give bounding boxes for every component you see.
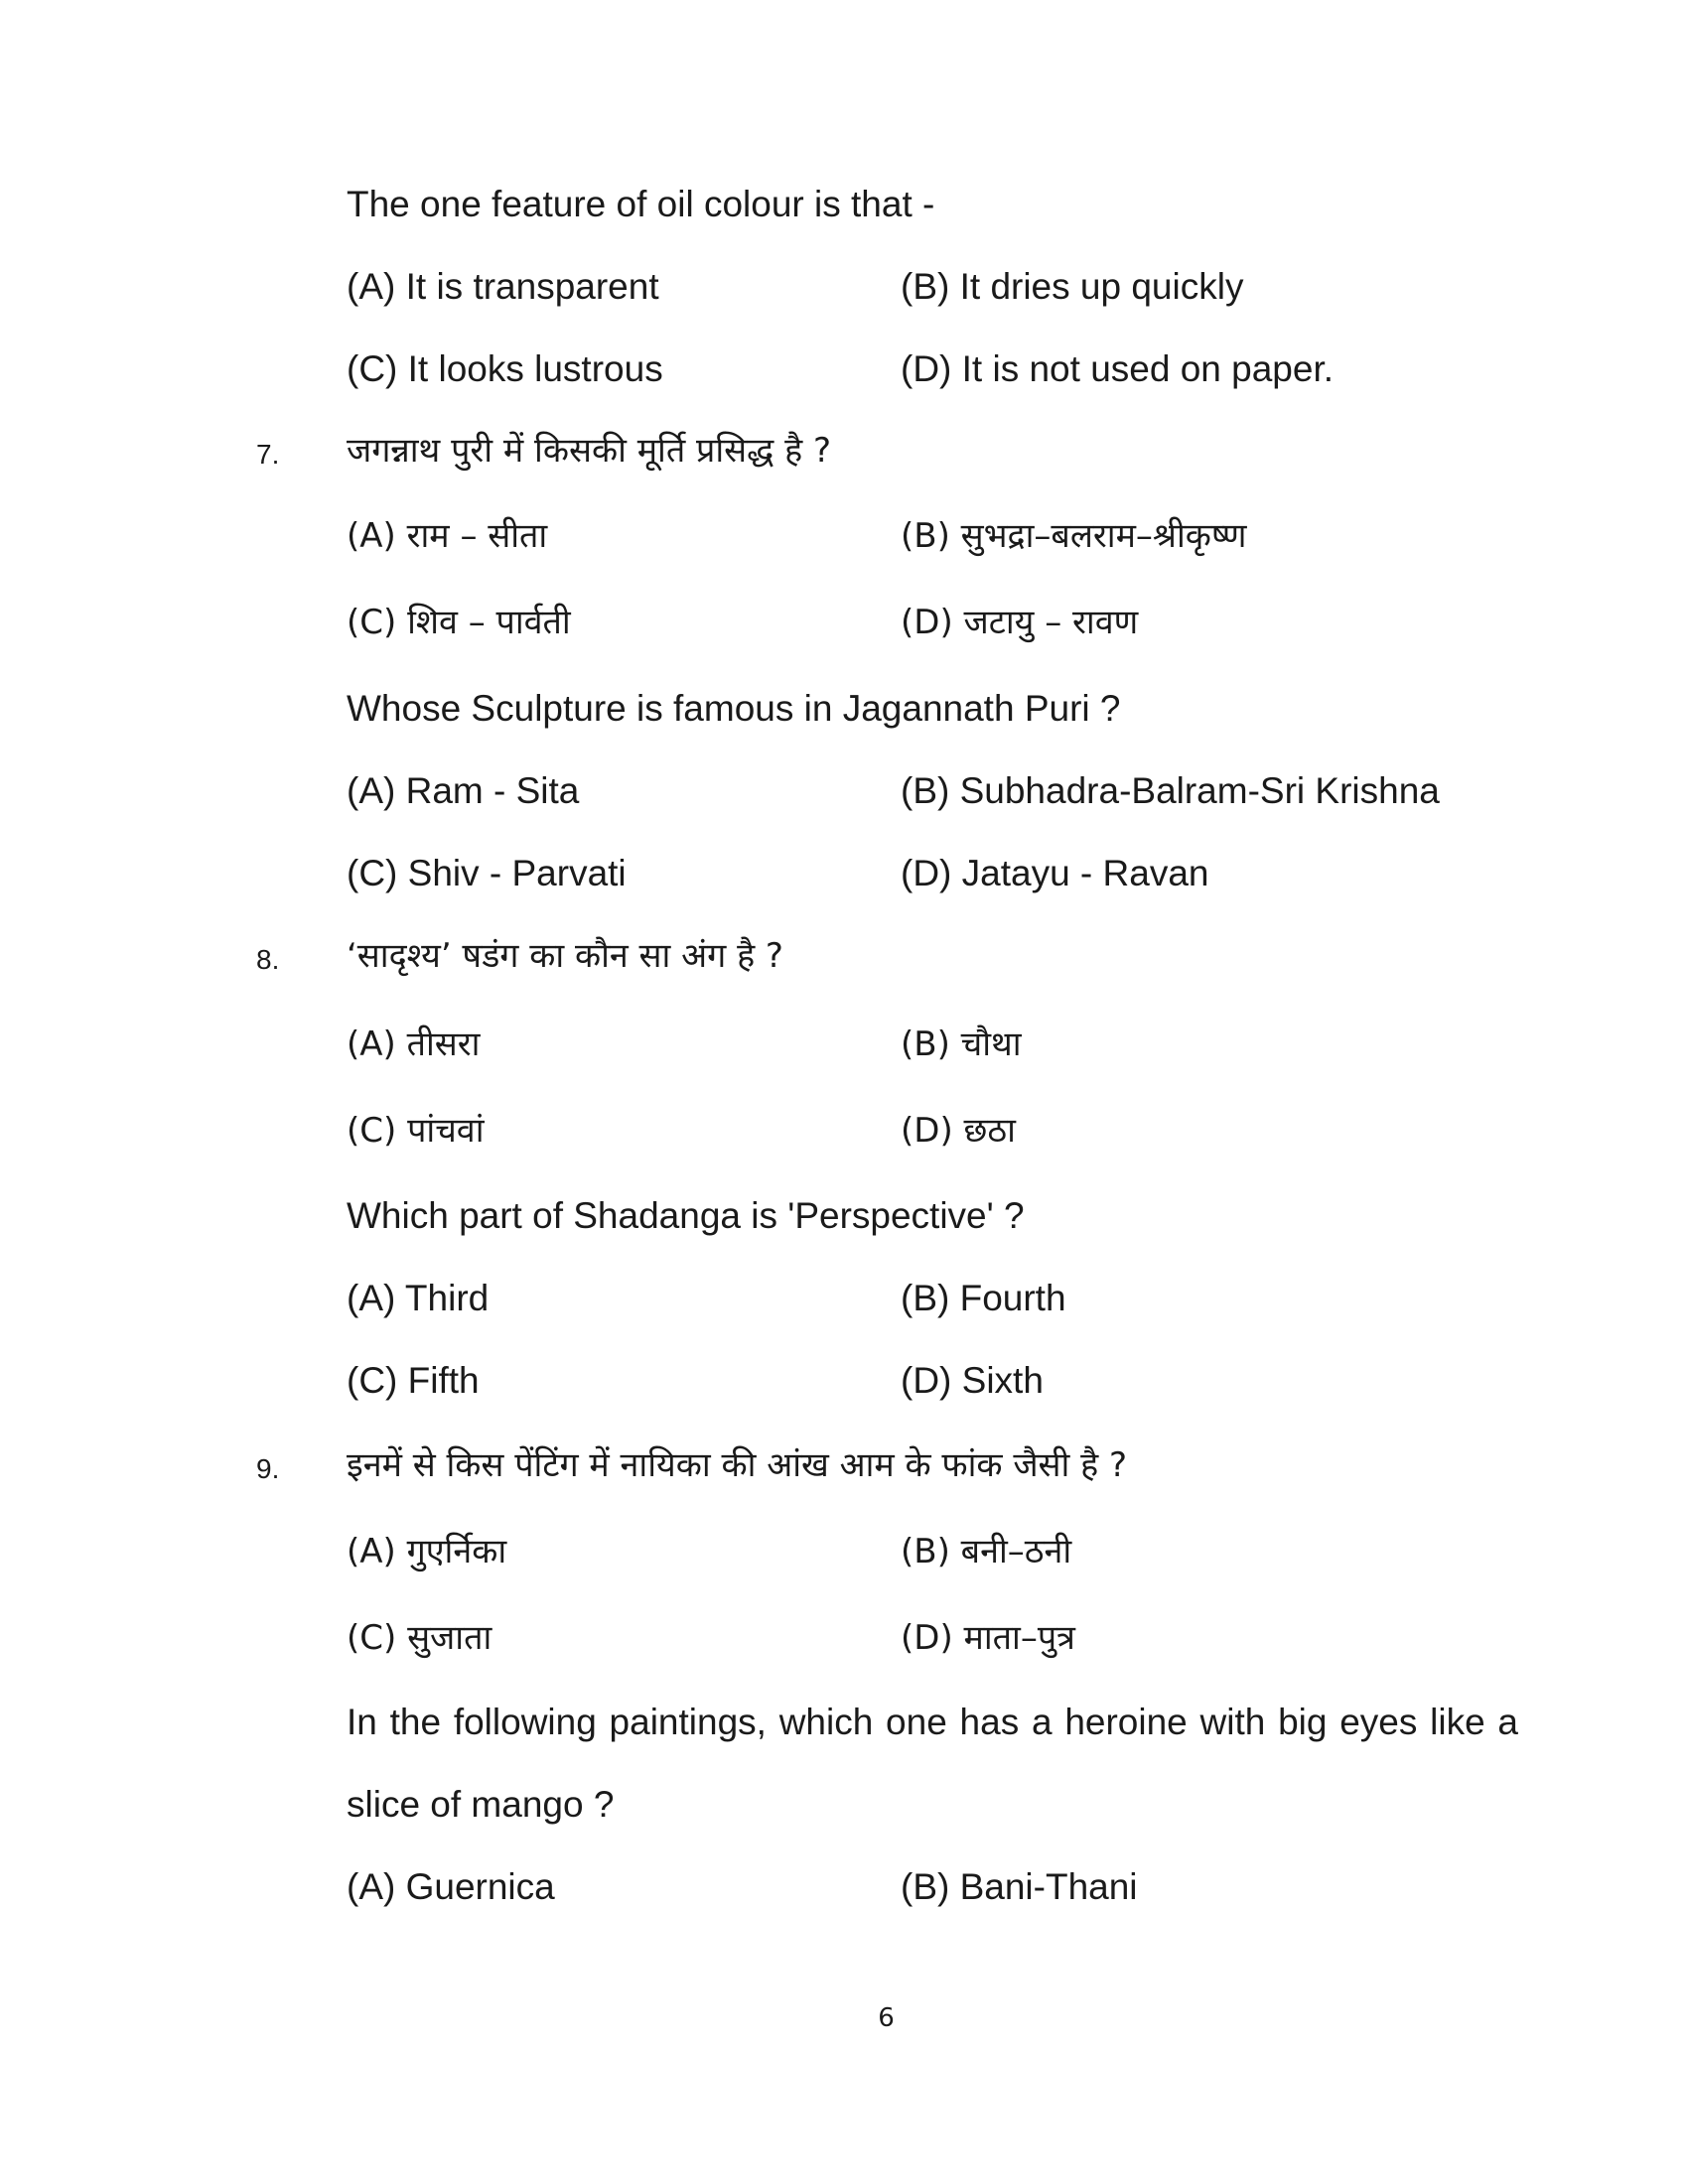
q7-hi-options-row-1	[347, 514, 1538, 558]
q7-en-options-row-2	[347, 852, 1538, 895]
q7-hi-option-a: (A) राम – सीता	[347, 516, 548, 556]
q9-hi-option-c: (C) सुजाता	[347, 1618, 492, 1658]
q8-hi-option-c: (C) पांचवां	[347, 1111, 485, 1151]
q8-question-hi: ‘सादृश्य’ षडंग का कौन सा अंग है ?	[347, 936, 783, 976]
q6-options-row-1	[347, 265, 1538, 309]
q9-hi-option-a: (A) गुएर्निका	[347, 1532, 507, 1571]
q9-question-hi: इनमें से किस पेंटिंग में नायिका की आंख आम के फांक जैसी है ?	[347, 1445, 1128, 1485]
q7-hi-options-row-2	[347, 601, 1538, 644]
q6-option-a: (A) It is transparent	[347, 266, 659, 307]
q9-en-options-row-1	[347, 1865, 1538, 1909]
q9-question-en-line2: slice of mango ?	[347, 1784, 615, 1825]
q9-en-option-b: (B) Bani-Thani	[901, 1866, 1138, 1907]
q7-en-option-d: (D) Jatayu - Ravan	[901, 853, 1209, 893]
q7-number: 7.	[256, 439, 280, 470]
q6-question-en: The one feature of oil colour is that -	[347, 184, 935, 224]
q8-hi-options-row-1	[347, 1023, 1538, 1066]
q8-hi-options-row-2	[347, 1109, 1538, 1153]
q8-en-options-row-2	[347, 1359, 1538, 1403]
q7-question-en: Whose Sculpture is famous in Jagannath Puri ?	[347, 688, 1121, 729]
q8-hi-option-a: (A) तीसरा	[347, 1024, 481, 1064]
q9-en-option-a: (A) Guernica	[347, 1866, 555, 1907]
q7-question-hi: जगन्नाथ पुरी में किसकी मूर्ति प्रसिद्ध है ?	[347, 431, 832, 471]
q9-hi-options-row-1	[347, 1530, 1538, 1573]
q8-en-option-c: (C) Fifth	[347, 1360, 480, 1401]
q8-number: 8.	[256, 944, 280, 975]
q7-hi-option-b: (B) सुभद्रा–बलराम–श्रीकृष्ण	[901, 516, 1247, 556]
q8-hi-option-b: (B) चौथा	[901, 1024, 1022, 1064]
q6-option-b: (B) It dries up quickly	[901, 266, 1244, 307]
q8-en-option-a: (A) Third	[347, 1278, 490, 1318]
q7-en-options-row-1	[347, 769, 1538, 813]
q8-en-option-d: (D) Sixth	[901, 1360, 1044, 1401]
q9-hi-option-d: (D) माता–पुत्र	[901, 1618, 1075, 1658]
q8-en-option-b: (B) Fourth	[901, 1278, 1066, 1318]
q7-hi-option-c: (C) शिव – पार्वती	[347, 603, 571, 642]
q6-options-row-2	[347, 347, 1538, 391]
q9-hi-options-row-2	[347, 1616, 1538, 1660]
q8-hi-option-d: (D) छठा	[901, 1111, 1016, 1151]
q7-en-option-a: (A) Ram - Sita	[347, 770, 580, 811]
q6-option-c: (C) It looks lustrous	[347, 348, 663, 389]
q9-question-en-line1: In the following paintings, which one has a heroine with big eyes like a	[347, 1702, 1518, 1742]
q7-en-option-b: (B) Subhadra-Balram-Sri Krishna	[901, 770, 1440, 811]
q7-hi-option-d: (D) जटायु – रावण	[901, 603, 1139, 642]
q6-option-d: (D) It is not used on paper.	[901, 348, 1335, 389]
q8-en-options-row-1	[347, 1277, 1538, 1320]
page-number: 6	[878, 2003, 895, 2033]
q8-question-en: Which part of Shadanga is 'Perspective' ?	[347, 1195, 1025, 1236]
q9-number: 9.	[256, 1453, 280, 1484]
q7-en-option-c: (C) Shiv - Parvati	[347, 853, 627, 893]
q9-hi-option-b: (B) बनी–ठनी	[901, 1532, 1072, 1571]
